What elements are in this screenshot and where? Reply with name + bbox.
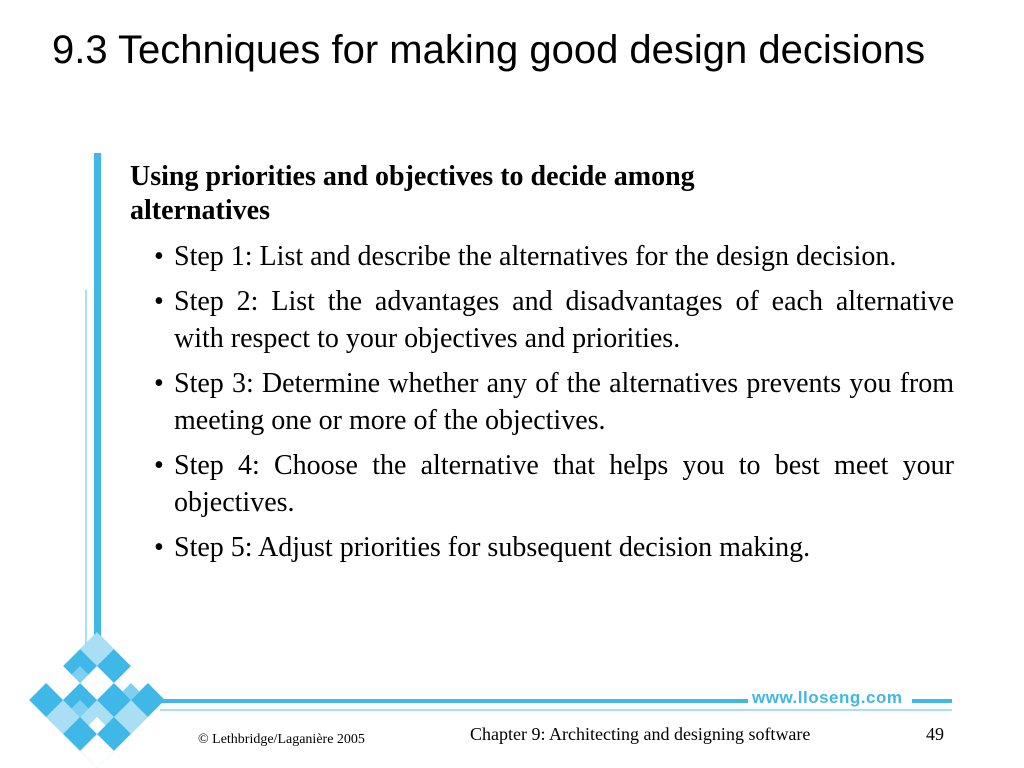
copyright-text: © Lethbridge/Laganière 2005 <box>198 732 365 747</box>
chapter-label: Chapter 9: Architecting and designing software <box>470 724 811 744</box>
bullet-icon: • <box>154 450 164 481</box>
list-item <box>130 529 954 566</box>
mosaic-logo-icon <box>22 628 172 768</box>
step-text: Step 1: List and describe the alternatives for the design decision. <box>174 241 897 272</box>
bullet-icon: • <box>154 241 164 272</box>
list-item <box>130 447 954 521</box>
footer-accent-bar <box>148 699 748 703</box>
page-number: 49 <box>926 724 944 744</box>
footer-accent-bar-right <box>912 699 952 703</box>
list-item <box>130 365 954 439</box>
steps-list <box>130 238 954 566</box>
bullet-icon: • <box>154 532 164 563</box>
step-text: Step 3: Determine whether any of the alternatives prevents you from meeting one or more of the objectives. <box>174 368 954 436</box>
website-label: www.lloseng.com <box>752 688 903 707</box>
slide-title: 9.3 Techniques for making good design decisions <box>52 28 926 72</box>
step-text: Step 5: Adjust priorities for subsequent decision making. <box>174 532 811 563</box>
list-item <box>130 283 954 357</box>
slide-body <box>130 160 954 574</box>
section-heading: Using priorities and objectives to decide among alternatives <box>130 161 695 226</box>
bullet-icon: • <box>154 286 164 317</box>
step-text: Step 2: List the advantages and disadvantages of each alternative with respect to your objectives and priorities. <box>174 286 954 354</box>
bullet-icon: • <box>154 368 164 399</box>
list-item <box>130 238 954 275</box>
footer-accent-line <box>160 709 952 711</box>
step-text: Step 4: Choose the alternative that helps you to best meet your objectives. <box>174 450 954 518</box>
vertical-accent-bar <box>94 153 101 658</box>
